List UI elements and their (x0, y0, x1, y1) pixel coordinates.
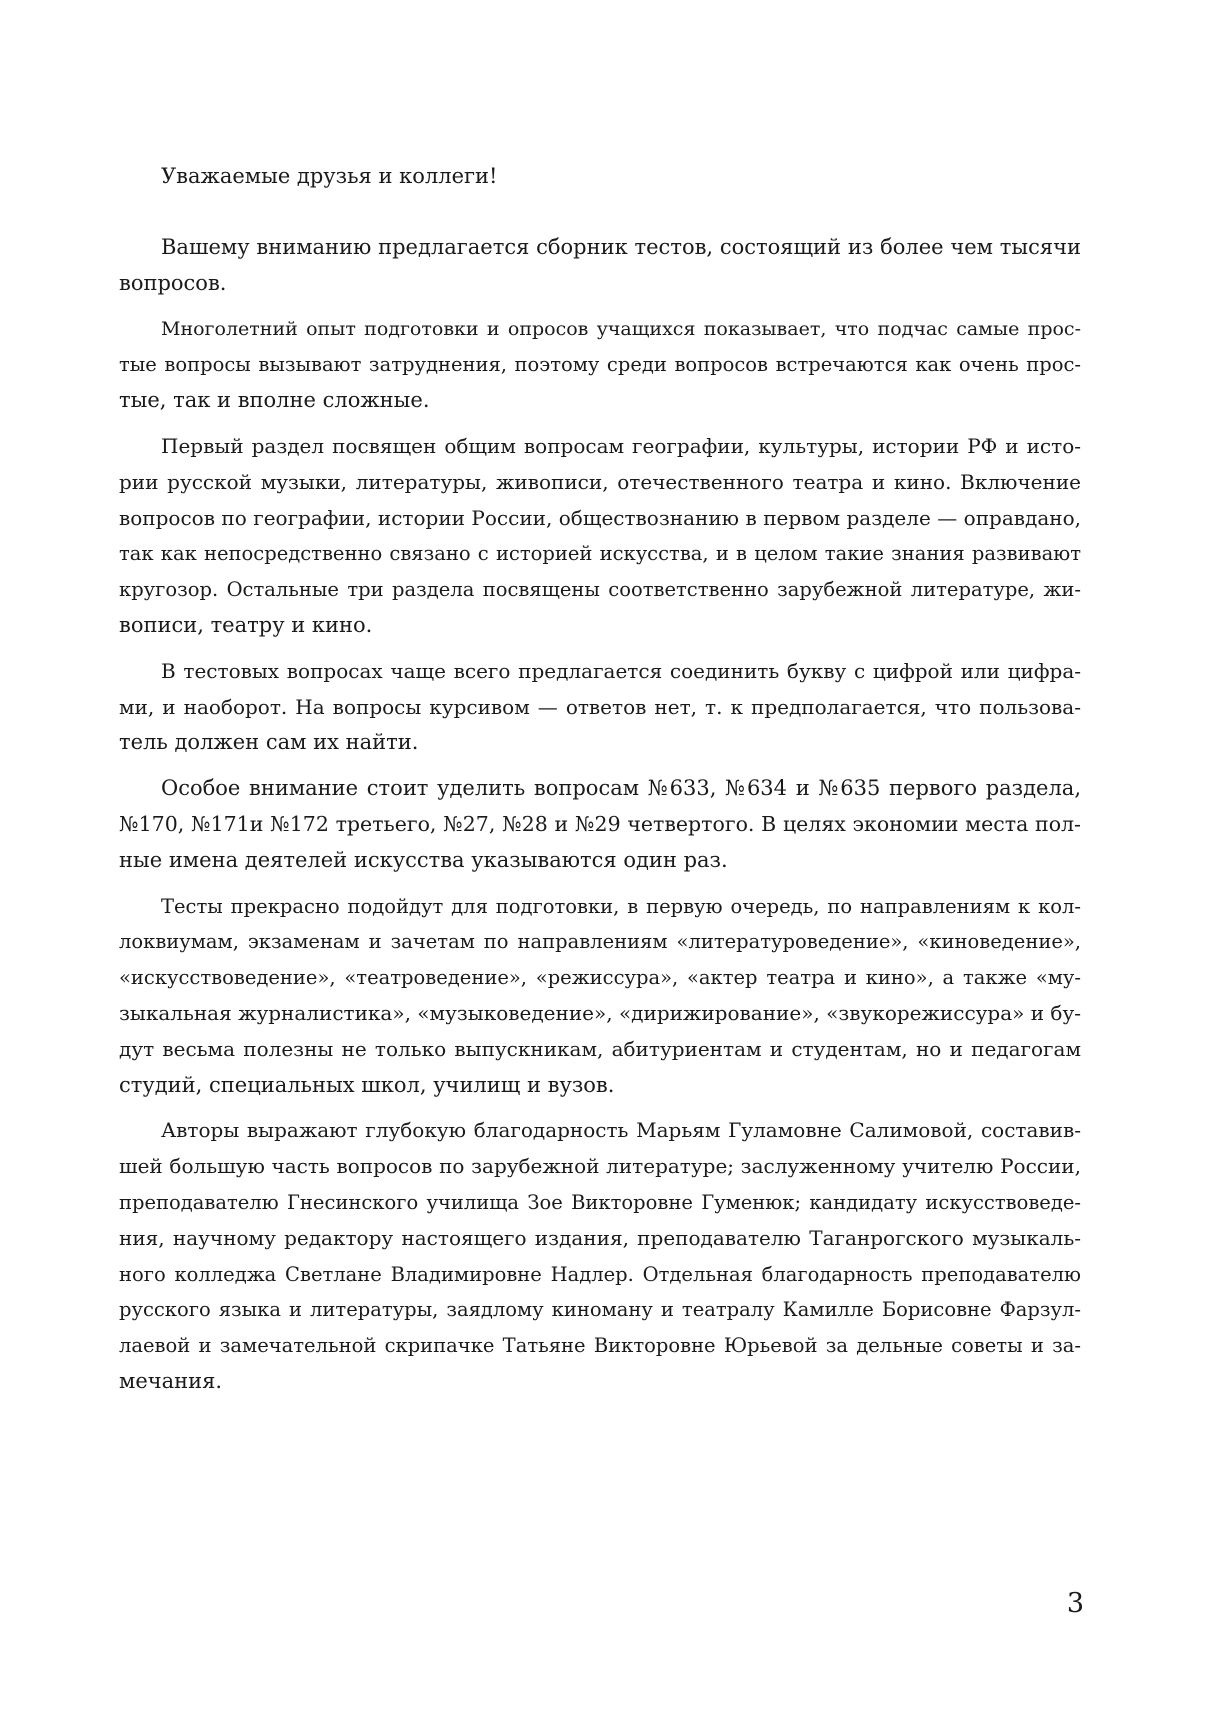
paragraph (119, 312, 1081, 419)
text-line: локвиумам, экзаменам и зачетам по направлениям «литературоведение», «киноведение», (119, 930, 1081, 954)
paragraph (119, 429, 1081, 644)
paragraph (119, 1113, 1081, 1399)
text-line: Особое внимание стоит уделить вопросам №633, №634 и №635 первого раздела, (161, 776, 1081, 801)
text-line: дут весьма полезны не только выпускникам, абитуриентам и студентам, но и педагогам (119, 1036, 1081, 1061)
text-line: ния, научному редактору настоящего издания, преподавателю Таганрогского музыкаль- (119, 1225, 1081, 1250)
text-line: русского языка и литературы, заядлому киноману и театралу Камилле Борисовне Фарзул- (119, 1298, 1081, 1322)
text-line: тые вопросы вызывают затруднения, поэтому среди вопросов встречаются как очень прос- (119, 353, 1081, 377)
text-line: вопросов по географии, истории России, обществознанию в первом разделе — оправдано, (119, 505, 1081, 530)
text-line: так как непосредственно связано с историей искусства, и в целом такие знания развивают (119, 542, 1081, 566)
text-line: вописи, театру и кино. (119, 612, 373, 637)
text-line: студий, специальных школ, училищ и вузов. (119, 1072, 615, 1097)
text-line: ного колледжа Светлане Владимировне Надлер. Отдельная благодарность преподавателю (119, 1262, 1081, 1286)
text-line: преподавателю Гнесинского училища Зое Викторовне Гуменюк; кандидату искусствоведе- (119, 1190, 1081, 1214)
paragraph (119, 654, 1081, 761)
text-line: Вашему вниманию предлагается сборник тестов, состоящий из более чем тысячи (161, 235, 1081, 259)
paragraph (119, 771, 1081, 878)
text-line: тые, так и вполне сложные. (119, 388, 430, 413)
text-line: В тестовых вопросах чаще всего предлагается соединить букву с цифрой или цифра- (161, 658, 1081, 683)
text-line: тель должен сам их найти. (119, 730, 419, 755)
page-number: 3 (1066, 1588, 1084, 1619)
text-line: Авторы выражают глубокую благодарность Марьям Гуламовне Салимовой, составив- (161, 1118, 1081, 1143)
text-line: зыкальная журналистика», «музыковедение», «дирижирование», «звукорежиссура» и бу- (119, 1000, 1081, 1025)
greeting: Уважаемые друзья и коллеги! (161, 164, 498, 188)
text-line: рии русской музыки, литературы, живописи, отечественного театра и кино. Включение (119, 469, 1081, 494)
body-text (119, 230, 1081, 1410)
paragraph (119, 230, 1081, 302)
text-line: «искусствоведение», «театроведение», «режиссура», «актер театра и кино», а также «му- (119, 966, 1081, 990)
text-line: шей большую часть вопросов по зарубежной литературе; заслуженному учителю России, (119, 1154, 1081, 1179)
text-line: №170, №171и №172 третьего, №27, №28 и №29 четвертого. В целях экономии места пол- (119, 811, 1081, 836)
text-line: ные имена деятелей искусства указываются один раз. (119, 847, 728, 872)
text-line: лаевой и замечательной скрипачке Татьяне Викторовне Юрьевой за дельные советы и за- (119, 1334, 1081, 1358)
text-line: вопросов. (119, 270, 227, 295)
paragraph (119, 889, 1081, 1104)
text-line: кругозор. Остальные три раздела посвящены соответственно зарубежной литературе, жи- (119, 578, 1081, 602)
text-line: Первый раздел посвящен общим вопросам географии, культуры, истории РФ и исто- (161, 433, 1081, 458)
text-line: мечания. (119, 1368, 223, 1393)
text-line: Тесты прекрасно подойдут для подготовки, в первую очередь, по направлениям к кол- (161, 894, 1081, 918)
text-line: Многолетний опыт подготовки и опросов учащихся показывает, что подчас самые прос- (161, 317, 1081, 340)
text-line: ми, и наоборот. На вопросы курсивом — ответов нет, т. к предполагается, что пользова- (119, 694, 1081, 719)
